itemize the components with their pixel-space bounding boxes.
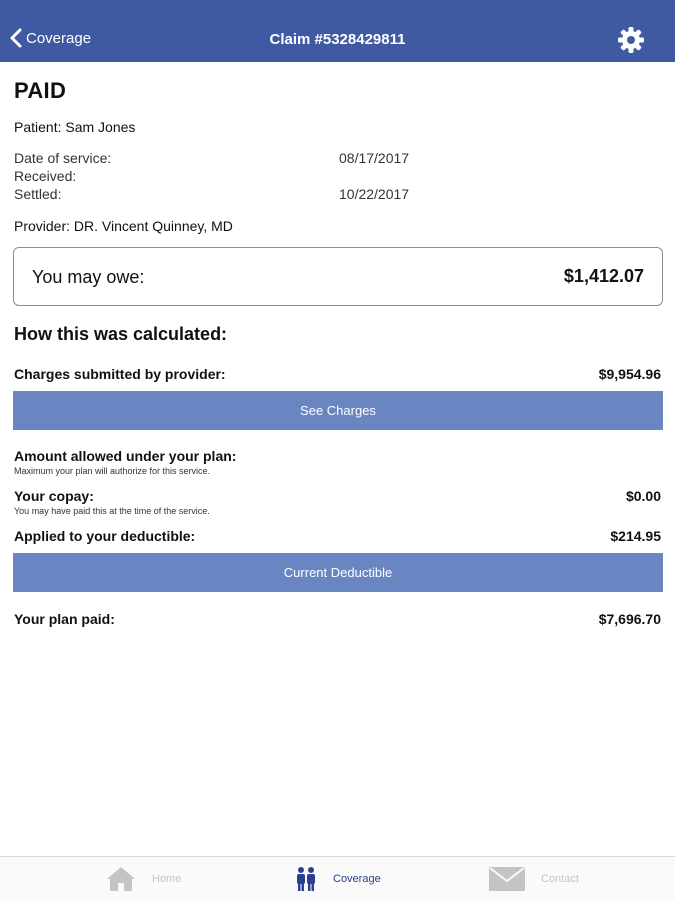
amount-owed-value: $1,412.07 [563, 266, 644, 286]
home-icon [106, 866, 136, 892]
allowed-amount-note: Maximum your plan will authorize for this service. [14, 466, 211, 476]
tab-coverage[interactable] [295, 857, 381, 900]
received-label: Received: [14, 168, 77, 184]
see-charges-button[interactable]: See Charges [13, 391, 663, 430]
allowed-amount-label: Amount allowed under your plan: [14, 448, 237, 464]
deductible-value: $214.95 [610, 528, 661, 544]
copay-value: $0.00 [625, 488, 661, 504]
provider-name: Provider: DR. Vincent Quinney, MD [14, 218, 233, 234]
envelope-icon [489, 867, 525, 891]
tab-coverage-label: Coverage [333, 873, 381, 885]
tab-home[interactable] [106, 857, 181, 900]
copay-note: You may have paid this at the time of the service. [14, 506, 210, 516]
plan-paid-label: Your plan paid: [14, 611, 115, 627]
amount-owed-card [13, 247, 663, 306]
page-title: Claim #5328429811 [269, 31, 406, 48]
tab-contact[interactable] [489, 857, 579, 900]
back-button-label: Coverage [26, 29, 92, 47]
tab-home-label: Home [152, 873, 182, 885]
charges-label: Charges submitted by provider: [14, 366, 226, 382]
current-deductible-button[interactable]: Current Deductible [13, 553, 663, 592]
bottom-tab-bar [0, 856, 675, 900]
date-of-service-value: 08/17/2017 [339, 150, 410, 166]
settled-value: 10/22/2017 [339, 186, 410, 202]
claim-status: PAID [14, 78, 67, 103]
date-of-service-label: Date of service: [14, 150, 112, 166]
deductible-label: Applied to your deductible: [14, 528, 196, 544]
settled-label: Settled: [14, 186, 62, 202]
gear-icon[interactable] [617, 26, 645, 54]
charges-value: $9,954.96 [598, 366, 661, 382]
plan-paid-value: $7,696.70 [598, 611, 661, 627]
calculation-heading: How this was calculated: [14, 324, 228, 344]
chevron-left-icon [10, 28, 22, 48]
top-nav-bar [0, 0, 675, 62]
tab-contact-label: Contact [541, 873, 579, 885]
people-icon [295, 866, 317, 892]
amount-owed-label: You may owe: [32, 267, 145, 287]
copay-label: Your copay: [14, 488, 94, 504]
back-button[interactable] [10, 28, 91, 48]
patient-name: Patient: Sam Jones [14, 119, 136, 135]
